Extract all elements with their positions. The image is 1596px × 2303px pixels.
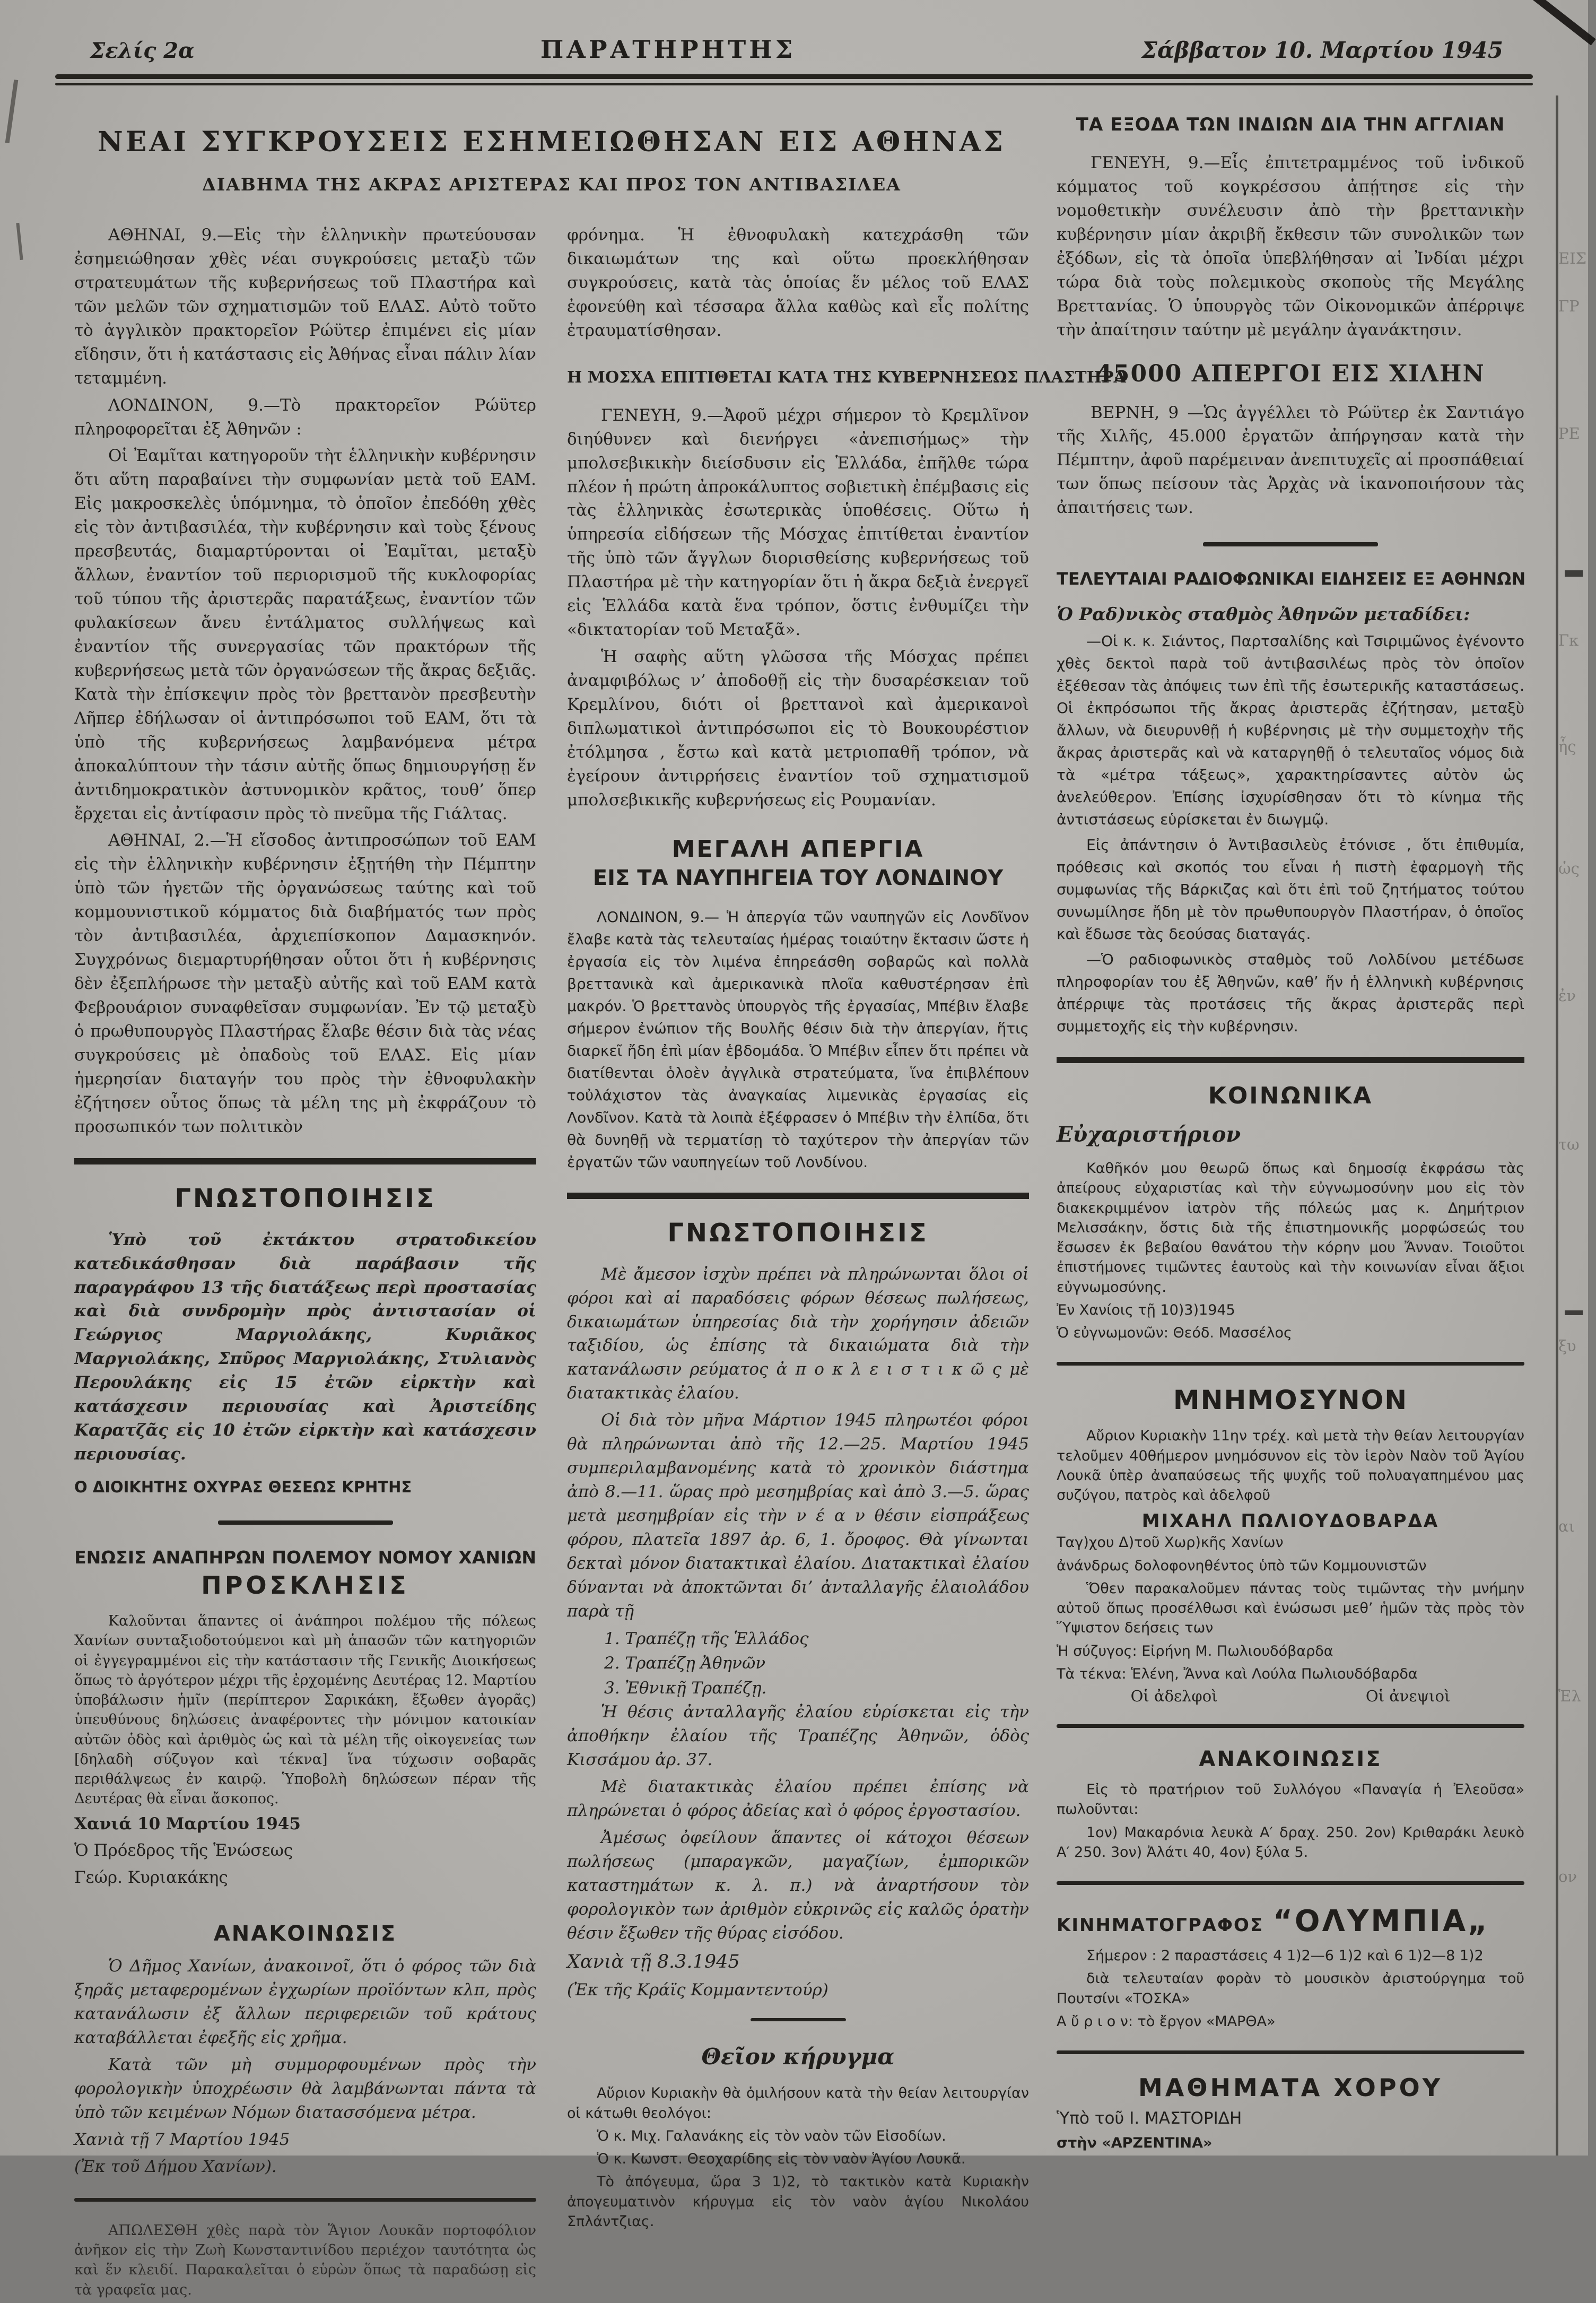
memorial-rank: Ταγ)χου Δ)τοῦ Χωρ)κῆς Χανίων — [1057, 1534, 1284, 1551]
memorial-brothers: Οἱ ἀδελφοὶ — [1130, 1687, 1218, 1706]
notice-center-source: (Ἐκ τῆς Κράϊς Κομμαντεντούρ) — [567, 1980, 828, 2000]
cinema-label: ΚΙΝΗΜΑΤΟΓΡΑΦΟΣ — [1057, 1915, 1264, 1936]
cinema-showtimes: Σήμερον : 2 παραστάσεις 4 1)2—6 1)2 καὶ 6 1)2—8 1)2 — [1086, 1948, 1484, 1965]
memorial-paragraph: Αὔριον Κυριακὴν 11ην τρέχ. καὶ μετὰ τὴν θείαν λειτουργίαν τελοῦμεν 40θήμερον μνημόσυνον εἰς τὸν ἱερὸν Ναὸν τοῦ Ἁγίου Λουκᾶ ὑπὲρ ἀναπαύσεως τῆς ψυχῆς τοῦ πολυαγαπημένου μας συζύγου, πατρὸς καὶ ἀδελφοῦ — [1057, 1428, 1524, 1504]
india-body: ΓΕΝΕΥΗ, 9.—Εἷς ἐπιτετραμμένος τοῦ ἰνδικοῦ κόμματος τοῦ κογκρέσσου ἀπῄτησε εἰς τὴν νομοθετικὴν συνέλευσιν ἀπὸ τὴν βρεττανικὴν κυβέρνησιν μίαν ἀκριβῆ ἔκθεσιν τῶν συνολικῶν των ἐξόδων, εἰς τὰ ὁποῖα ὑπεβλήθησαν αἱ Ἰνδίαι μέχρι τώρα διὰ τοὺς πολεμικοὺς σκοποὺς τῆς Μεγάλης Βρεττανίας. Ὁ ὑπουργὸς τῶν Οἰκονομικῶν ἀπέρριψε τὴν ἀπαίτησιν ταύτην μὲ μεγάλην ἀγανάκτησιν. — [1057, 153, 1524, 340]
section-divider — [1057, 2050, 1524, 2054]
store-notice-title: ΑΝΑΚΟΙΝΩΣΙΣ — [1199, 1747, 1382, 1772]
store-paragraph: Εἰς τὸ πρατήριον τοῦ Συλλόγου «Παναγία ἡ Ἐλεοῦσα» πωλοῦνται: — [1057, 1781, 1524, 1818]
cinema-program: διὰ τελευταίαν φορὰν τὸ μουσικὸν ἀριστούργημα τοῦ Πουτσίνι «ΤΟΣΚΑ» — [1057, 1970, 1524, 2007]
memorial-children: Τὰ τέκνα: Ἑλένη, Ἄννα καὶ Λούλα Πωλιουδόβαρδα — [1057, 1665, 1418, 1682]
margin-bleed-text: Ἑλ — [1558, 1687, 1581, 1705]
social-section-title: ΚΟΙΝΩΝΙΚΑ — [1208, 1082, 1373, 1110]
radio-news-intro: Ὁ Ραδ)νικὸς σταθμὸς Ἀθηνῶν μεταδίδει: — [1057, 604, 1470, 625]
memorial-nephews: Οἱ ἀνεψιοὶ — [1365, 1687, 1451, 1706]
margin-bleed-text: Γκ — [1558, 631, 1579, 649]
strike-headline-line1: ΜΕΓΑΛΗ ΑΠΕΡΓΙΑ — [671, 835, 925, 863]
article-paragraph: ΓΕΝΕΥΗ, 9.—Ἀφοῦ μέχρι σήμερον τὸ Κρεμλῖνον διηύθυνεν καὶ διενήργει «ἀνεπισήμως» τὴν μπολσεβικικὴν διείσδυσιν εἰς Ἑλλάδα, ἐπῆλθε τώρα πλέον ἡ πρώτη ἀπροκάλυπτος σοβιετικὴ ἐπέμβασις εἰς τὰς ἑλληνικὰς ἐσωτερικὰς ὑποθέσεις. Οὕτω ἡ ὑπηρεσία εἰδήσεων τῆς Μόσχας ἐπιτίθεται ἐναντίον τῆς ὑπὸ τῶν ἄγγλων διορισθείσης κυβερνήσεως τοῦ Πλαστήρα μὲ τὴν κατηγορίαν ὅτι ἡ ἄκρα δεξιὰ ἐνεργεῖ εἰς Ἑλλάδα κατὰ ἕνα τρόπον, ὅστις ἐνθυμίζει τὴν «δικτατορίαν τοῦ Μεταξᾶ». — [567, 405, 1029, 640]
notice-center-paragraph: Μὲ διατακτικὰς ἐλαίου πρέπει ἐπίσης νὰ πληρώνεται ὁ φόρος ἀδείας καὶ ὁ φόρος ἐργοστασίου. — [567, 1777, 1029, 1820]
margin-bleed-text: ΡΕ — [1558, 424, 1580, 442]
short-rule — [218, 1520, 393, 1525]
notice-center-paragraph: Οἱ διὰ τὸν μῆνα Μάρτιον 1945 πληρωτέοι φόροι θὰ πληρώνωνται ἀπὸ τῆς 12.—25. Μαρτίου 1945 συμπεριλαμβανομένης κατὰ τὸ χρονικὸν διάστημα ἀπὸ 8.—11. ὥρας πρὸ μεσημβρίας καὶ ἀπὸ 3.—5. ὥρας μετὰ μεσημβρίαν εἰς τὴν ν έ α ν θέσιν εἰσπράξεως φόρου, πλατεῖα 1897 ἀρ. 6, 1. ὄροφος. Θὰ γίνωνται δεκταὶ μόνον διατακτικαὶ ἐλαίου. Διατακτικαὶ ἐλαίου δύνανται νὰ ἀποκτῶνται δι’ ἀνταλλαγῆς ἐλαιολάδου παρὰ τῇ — [567, 1411, 1029, 1621]
article-paragraph: Οἱ Ἐαμῖται κατηγοροῦν τὴτ ἑλληνικὴν κυβέρνησιν ὅτι αὕτη παραβαίνει τὴν συμφωνίαν μετὰ τοῦ ΕΑΜ. Εἰς μακροσκελὲς ὑπόμνημα, τὸ ὁποῖον ἐπεδόθη χθὲς εἰς τὸν ἀντιβασιλέα, τὴν κυβέρνησιν καὶ τοὺς ξένους πρεσβευτάς, διαμαρτύρονται οἱ Ἐαμῖται, μεταξὺ ἄλλων, ἐναντίον τοῦ περιορισμοῦ τῆς κυκλοφορίας τοῦ τύπου τῆς ἀριστερᾶς παρατάξεως, ἐναντίον τῶν φυλακίσεων ἄνευ ἐντάλματος συλλήψεως καὶ ἐναντίον τῆς συνεργασίας τῶν πρακτόρων τῆς κυβερνήσεως μετὰ τῶν ὀργανώσεων τῆς ἄκρας δεξιᾶς. Κατὰ τὴν ἐπίσκεψιν πρὸς τὸν βρεττανὸν πρεσβευτὴν Λῆπερ ἐδήλωσαν οἱ ἀντιπρόσωποι τοῦ ΕΑΜ, ὅτι τὰ ὑπὸ τῆς κυβερνήσεως λαμβανόμενα μέτρα ἀποκαλύπτουν τὴν τάσιν αὐτῆς ὅπως δημιουργήσῃ ἕν ἀντιδημοκρατικὸν ἀστυνομικὸν κρᾶτος, τουθ’ ὅπερ ἔρχεται εἰς ἀντίφασιν πρὸς τὸ πνεῦμα τῆς Γιάλτας. — [74, 446, 536, 823]
municipal-paragraph: Κατὰ τῶν μὴ συμμορφουμένων πρὸς τὴν φορολογικὴν ὑποχρέωσιν θὰ λαμβάνωνται πάντα τὰ ὑπὸ τῶν κειμένων Νόμων διατασσόμενα μέτρα. — [74, 2055, 536, 2122]
article-paragraph: ΛΟΝΔΙΝΟΝ, 9.—Τὸ πρακτορεῖον Ρώϋτερ πληροφορεῖται ἐξ Ἀθηνῶν : — [74, 395, 536, 439]
lead-article-area — [74, 108, 1126, 2303]
thanks-title: Εὐχαριστήριον — [1057, 1122, 1241, 1148]
strike-headline-line2: ΕΙΣ ΤΑ ΝΑΥΠΗΓΕΙΑ ΤΟΥ ΛΟΝΔΙΝΟΥ — [592, 865, 1004, 890]
margin-bleed-text: ξυ — [1558, 1337, 1576, 1355]
memorial-relatives — [1057, 1687, 1524, 1705]
thanks-date: Ἐν Χανίοις τῇ 10)3)1945 — [1057, 1301, 1235, 1318]
margin-bleed-text: ἧς — [1558, 737, 1576, 755]
notice-center-paragraph: Μὲ ἄμεσον ἰσχὺν πρέπει νὰ πληρώνωνται ὅλοι οἱ φόροι καὶ αἱ παραδόσεις φόρων θέσεως πωλήσεως, δικαιωμάτων ὑπηρεσίας διὰ τὴν χορήγησιν ἀδειῶν ταξιδίου, ὡς ἐπίσης τὰ δικαιώματα διὰ τὴν κατανάλωσιν ρεύματος ἀ π ο κ λ ε ι σ τ ι κ ῶ ς μὲ διατακτικὰς ἐλαίου. — [567, 1264, 1029, 1403]
veterans-org-title: ΕΝΩΣΙΣ ΑΝΑΠΗΡΩΝ ΠΟΛΕΜΟΥ ΝΟΜΟΥ ΧΑΝΙΩΝ — [74, 1547, 536, 1568]
india-headline: ΤΑ ΕΞΟΔΑ ΤΩΝ ΙΝΔΙΩΝ ΔΙΑ ΤΗΝ ΑΓΓΛΙΑΝ — [1076, 114, 1505, 135]
issue-date: Σάββατον 10. Μαρτίου 1945 — [1141, 37, 1503, 63]
page-columns — [0, 85, 1588, 2303]
lead-headline: ΝΕΑΙ ΣΥΓΚΡΟΥΣΕΙΣ ΕΣΗΜΕΙΩΘΗΣΑΝ ΕΙΣ ΑΘΗΝΑΣ — [98, 126, 1006, 158]
veterans-date: Χανιά 10 Μαρτίου 1945 — [74, 1814, 301, 1833]
radio-bulletin: —Ὁ ραδιοφωνικὸς σταθμὸς τοῦ Λολδίνου μετέδωσε πληροφορίαν του ἐξ Ἀθηνῶν, καθ’ ἥν ἡ ἑλληνικὴ κυβέρνησις ἀπέρριψε τὰς προτάσεις τῆς ἄκρας ἀριστερᾶς περὶ συμμετοχῆς εἰς τὴν κυβέρνησιν. — [1057, 951, 1524, 1036]
sermon-paragraph: Ὁ κ. Μιχ. Γαλανάκης εἰς τὸν ναὸν τῶν Εἰσοδίων. — [597, 2127, 946, 2144]
radio-bulletin: —Οἱ κ. κ. Σιάντος, Παρτσαλίδης καὶ Τσιριμῶνος ἐγένοντο χθὲς δεκτοὶ παρὰ τοῦ ἀντιβασιλέως πρὸς τὸν ὁποῖον ἐξέθεσαν τὰς ἀπόψεις των ἐπὶ τῆς ἐσωτερικῆς καταστάσεως. Οἱ ἐκπρόσωποι τῆς ἄκρας ἀριστερᾶς ἐζήτησαν, μεταξὺ ἄλλων, νὰ διευρυνθῇ ἡ κυβέρνησις μὲ τὴν συμμετοχὴν τῆς ἄκρας ἀριστερᾶς καὶ νὰ καταργηθῇ ὁ τελευταῖος νόμος διὰ τὰ «μέτρα τάξεως», χαρακτηρίσαντες αὐτὸν ὡς ἀνελεύθερον. Ἐπίσης ἰσχυρίσθησαν ὅτι τὸ κίνημα τῆς ἀντιστάσεως εὑρίσκεται ἐν διωγμῷ. — [1057, 632, 1524, 829]
notice-center-paragraph: Ἡ θέσις ἀνταλλαγῆς ἐλαίου εὑρίσκεται εἰς τὴν ἀποθήκην ἐλαίου τῆς Τραπέζης Ἀθηνῶν, ὁδὸς Κισσάμου ἀρ. 37. — [567, 1702, 1029, 1770]
lead-two-columns — [74, 223, 1126, 2303]
chile-body: ΒΕΡΝΗ, 9 —Ὡς ἀγγέλλει τὸ Ρώϋτερ ἐκ Σαντιάγο τῆς Χιλῆς, 45.000 ἐργατῶν ἀπήργησαν κατὰ τὴν Πέμπτην, ἀφοῦ παρέμειναν ἀνεπιτυχεῖς αἱ προσπάθειαί των ὅπως πείσουν τὰς Ἀρχὰς νὰ ἱκανοποιήσουν τὰς ἀπαιτήσεις των. — [1057, 403, 1524, 518]
sermon-paragraph: Ὁ κ. Κωνστ. Θεοχαρίδης εἰς τὸν ναὸν Ἁγίου Λουκᾶ. — [597, 2151, 966, 2167]
cinema-tomorrow: Α ὔ ρ ι ο ν: τὸ ἔργον «ΜΑΡΘΑ» — [1057, 2013, 1276, 2030]
margin-bleed-text: αι — [1558, 1517, 1575, 1535]
notice-left-signature: Ο ΔΙΟΙΚΗΤΗΣ ΟΧΥΡΑΣ ΘΕΣΕΩΣ ΚΡΗΤΗΣ — [74, 1478, 412, 1496]
dance-lessons-title: ΜΑΘΗΜΑΤΑ ΧΟΡΟΥ — [1138, 2073, 1443, 2102]
veterans-signature-role: Ὁ Πρόεδρος τῆς Ἑνώσεως — [74, 1841, 293, 1861]
cinema-name: “ΟΛΥΜΠΙΑ„ — [1273, 1904, 1489, 1939]
section-divider — [567, 1193, 1029, 1199]
column-2 — [567, 223, 1126, 2303]
margin-bleed-text: ὡς — [1558, 859, 1580, 877]
dance-lessons-teacher: Ὑπὸ τοῦ Ι. ΜΑΣΤΟΡΙΔΗ — [1057, 2109, 1242, 2128]
notice-left-title: ΓΝΩΣΤΟΠΟΙΗΣΙΣ — [175, 1183, 436, 1213]
municipal-date: Χανιὰ τῇ 7 Μαρτίου 1945 — [74, 2130, 290, 2149]
lost-and-found-notice: ΑΠΩΛΕΣΘΗ χθὲς παρὰ τὸν Ἅγιον Λουκᾶν πορτοφόλιον ἀνῆκον εἰς τὴν Ζωὴ Κωνσταντινίδου περιέχον ταυτότητα ὡς καὶ ἕν κλειδί. Παρακαλεῖται ὁ εὑρὼν ὅπως τὰ παραδώσῃ εἰς τὰ γραφεῖα μας. — [74, 2222, 536, 2298]
article-continuation: φρόνημα. Ἡ ἐθνοφυλακὴ κατεχράσθη τῶν δικαιωμάτων της καὶ οὕτω προεκλήθησαν συγκρούσεις, κατὰ τὰς ὁποίας ἕν μέλος τοῦ ΕΛΑΣ ἐφονεύθη καὶ τέσσαρα ἄλλα καθὼς καὶ εἷς πολίτης ἐτραυματίσθησαν. — [567, 225, 1029, 340]
sermon-title: Θεῖον κήρυγμα — [701, 2044, 895, 2070]
bank-list-item: 3. Ἐθνικῇ Τραπέζῃ. — [604, 1678, 767, 1698]
margin-bleed-text: ΓΡ — [1558, 297, 1580, 315]
veterans-invitation-title: ΠΡΟΣΚΛΗΣΙΣ — [201, 1571, 409, 1600]
notice-center-title: ΓΝΩΣΤΟΠΟΙΗΣΙΣ — [667, 1218, 929, 1248]
article-paragraph: ΑΘΗΝΑΙ, 2.—Ἡ εἴσοδος ἀντιπροσώπων τοῦ ΕΑΜ εἰς τὴν ἑλληνικὴν κυβέρνησιν ἐξῃτήθη τὴν Πέμπτην ὑπὸ τῶν ἡγετῶν τῆς ὀργανώσεως ταύτης καὶ τοῦ κομμουνιστικοῦ κόμματος διὰ διαβήματός των πρὸς τὸν ἀντιβασιλέα, ἀρχιεπίσκοπον Δαμασκηνόν. Συγχρόνως διεμαρτυρήθησαν οὗτοι ὅτι ἡ κυβέρνησις δὲν ἐξεπλήρωσε τὴν μεταξὺ αὐτῆς καὶ τοῦ ΕΑΜ κατὰ Φεβρουάριον συναφθεῖσαν συμφωνίαν. Ἐν τῷ μεταξὺ ὁ πρωθυπουργὸς Πλαστήρας ἔλαβε θέσιν διὰ τὰς νέας συγκρούσεις μὲ ὀπαδοὺς τοῦ ΕΛΑΣ. Εἰς μίαν ἡμερησίαν διαταγήν του πρὸς τὴν ἐθνοφυλακὴν ἐζήτησεν οὗτος ὅπως τὰ μέλη της μὴ ἐκφράζουν τὸ προσωπικόν των πολιτικὸν — [74, 831, 536, 1136]
memorial-note: ἀνάνδρως δολοφονηθέντος ὑπὸ τῶν Κομμουνιστῶν — [1057, 1557, 1427, 1574]
margin-bleed-text: ον — [1558, 1867, 1577, 1885]
masthead-title: ΠΑΡΑΤΗΡΗΤΗΣ — [540, 35, 796, 64]
sermon-paragraph: Αὔριον Κυριακὴν θὰ ὁμιλήσουν κατὰ τὴν θείαν λειτουργίαν οἱ κάτωθι θεολόγοι: — [567, 2085, 1029, 2122]
memorial-paragraph: Ὅθεν παρακαλοῦμεν πάντας τοὺς τιμῶντας τὴν μνήμην αὐτοῦ ὅπως προσέλθωσι καὶ ἑνώσωσι μεθ’ ἡμῶν τὰς πρὸς τὸν Ὕψιστον δεήσεις των — [1057, 1580, 1524, 1637]
section-divider — [1057, 1724, 1524, 1728]
column-1 — [74, 223, 536, 2303]
article-paragraph: ΑΘΗΝΑΙ, 9.—Εἰς τὴν ἑλληνικὴν πρωτεύουσαν ἐσημειώθησαν χθὲς νέαι συγκρούσεις μεταξὺ τῶν στρατευμάτων τῆς κυβερνήσεως τοῦ Πλαστήρα καὶ τῶν μελῶν τῶν σχηματισμῶν τοῦ ΕΛΑΣ. Αὐτὸ τοῦτο τὸ ἀγγλικὸν πρακτορεῖον Ρώϋτερ ἐπιμένει εἰς μίαν εἴδησιν, ὅτι ἡ κατάστασις εἰς Ἀθήνας εἶναι πάλιν λίαν τεταμμένη. — [74, 225, 536, 388]
section-divider — [1057, 1881, 1524, 1885]
bank-list-item: 1. Τραπέζῃ τῆς Ἑλλάδος — [604, 1629, 809, 1648]
page-edge-line — [1556, 95, 1558, 2156]
memorial-wife: Ἡ σύζυγος: Εἰρήνη Μ. Πωλιουδόβαρδα — [1057, 1642, 1333, 1659]
column-3 — [1057, 108, 1524, 2303]
page-number-label: Σελίς 2α — [90, 38, 195, 63]
lead-subhead: ΔΙΑΒΗΜΑ ΤΗΣ ΑΚΡΑΣ ΑΡΙΣΤΕΡΑΣ ΚΑΙ ΠΡΟΣ ΤΟΝ ΑΝΤΙΒΑΣΙΛΕΑ — [202, 174, 901, 195]
notice-left-body: Ὑπὸ τοῦ ἐκτάκτου στρατοδικείου κατεδικάσθησαν διὰ παράβασιν τῆς παραγράφου 13 τῆς διατάξεως περὶ προστασίας καὶ διὰ συνδρομὴν πρὸς ἀντιστασίαν οἱ Γεώργιος Μαργιολάκης, Κυριᾶκος Μαργιολάκης, Σπῦρος Μαργιολάκης, Στυλιανὸς Περουλάκης εἰς 15 ἐτῶν εἰρκτὴν καὶ κατάσχεσιν περιουσίας καὶ Ἀριστείδης Καρατζᾶς εἰς 10 ἐτῶν εἰρκτὴν καὶ κατάσχεσιν περιουσίας. — [74, 1230, 536, 1464]
notice-center-paragraph: Ἀμέσως ὀφείλουν ἅπαντες οἱ κάτοχοι θέσεων πωλήσεως (μπαραγκῶν, μαγαζίων, ἐμπορικῶν καταστημάτων κ. λ. π.) νὰ ἀναρτήσουν τὸν φορολογικὸν των ἀριθμὸν εὐκρινῶς εἰς καλῶς ὁρατὴν θέσιν ἔξωθεν τῆς θύρας εἰσόδου. — [567, 1828, 1029, 1943]
section-divider — [74, 1158, 536, 1164]
memorial-title: ΜΝΗΜΟΣΥΝΟΝ — [1173, 1385, 1408, 1416]
short-rule — [751, 2018, 846, 2021]
municipal-notice-title: ΑΝΑΚΟΙΝΩΣΙΣ — [213, 1922, 397, 1946]
notice-center-date: Χανιὰ τῇ 8.3.1945 — [567, 1951, 740, 1972]
dance-lessons-venue: στὴν «ΑΡΖΕΝΤΙΝΑ» — [1057, 2134, 1213, 2151]
section-divider — [1057, 1362, 1524, 1366]
margin-bleed-text: τω — [1558, 1135, 1580, 1153]
chile-headline: 45000 ΑΠΕΡΓΟΙ ΕΙΣ ΧΙΛΗΝ — [1096, 360, 1485, 387]
moscow-article-headline: Η ΜΟΣΧΑ ΕΠΙΤΙΘΕΤΑΙ ΚΑΤΑ ΤΗΣ ΚΥΒΕΡΝΗΣΕΩΣ ΠΛΑΣΤΗΡΑ — [567, 368, 1126, 387]
store-price-list: 1ον) Μακαρόνια λευκὰ Α′ δραχ. 250. 2ον) Κριθαράκι λευκὸ Α′ 250. 3ον) Ἀλάτι 40, 4ον) ξύλα 5. — [1057, 1824, 1524, 1861]
veterans-signature-name: Γεώρ. Κυριακάκης — [74, 1868, 228, 1888]
radio-bulletin: Εἰς ἀπάντησιν ὁ Ἀντιβασιλεὺς ἐτόνισε , ὅτι ἐπιθυμία, πρόθεσις καὶ σκοπός του εἶναι ἡ πιστὴ ἐφαρμογὴ τῆς συμφωνίας τῆς Βάρκιζας καὶ ὅτι ἐπὶ τοῦ ζητήματος τούτου συνωμίλησε ἤδη μὲ τὸν πρωθυπουργὸν Πλαστήραν, ὁ ὁποῖος καὶ ἔδωσε τὰς δεούσας διαταγάς. — [1057, 836, 1524, 943]
rule-line — [55, 74, 1533, 79]
edge-scan-mark — [1565, 1310, 1583, 1315]
short-rule — [1203, 542, 1378, 546]
municipal-paragraph: Ὁ Δῆμος Χανίων, ἀνακοινοῖ, ὅτι ὁ φόρος τῶν διὰ ξηρᾶς μεταφερομένων ἐγχωρίων προϊόντων κλπ, πρὸς κατανάλωσιν ἐξ ἄλλων περιφερειῶν τοῦ κράτους καταβάλλεται ἐφεξῆς εἰς χρῆμα. — [74, 1957, 536, 2048]
memorial-name: ΜΙΧΑΗΛ ΠΩΛΙΟΥΔΟΒΑΡΔΑ — [1141, 1510, 1440, 1532]
page-header — [0, 0, 1588, 74]
margin-bleed-text: ΕΙΣ — [1558, 249, 1587, 267]
veterans-body: Καλοῦνται ἅπαντες οἱ ἀνάπηροι πολέμου τῆς πόλεως Χανίων συνταξιοδοτούμενοι καὶ μὴ ἁπασῶν τῶν κατηγοριῶν οἱ ἐγγεγραμμένοι εἰς τὴν κατάστασιν τῆς Γενικῆς Διοικήσεως ὅπως τὸ ἀργότερον μέχρι τῆς ἐρχομένης Δευτέρας 12. Μαρτίου ὑποβάλωσιν ἡμῖν (περίπτερον Σαρικάκη, ἔξωθεν ἀγορᾶς) ὑπευθύνους δηλώσεις ἀναφέροντες τὴν μόνιμον κατοικίαν αὐτῶν ὁδὸς καὶ ἀριθμὸς ὡς καὶ τὰ μέλη τῆς οἰκογενείας των [δηλαδὴ σύζυγον καὶ τέκνα] ἵνα τύχωσιν σοβαρᾶς περιθάλψεως ἐν καιρῷ. Ὑποβολὴ δηλώσεων πέραν τῆς Δευτέρας θὰ εἶναι ἄσκοπος. — [74, 1613, 536, 1807]
article-paragraph: Ἡ σαφὴς αὕτη γλῶσσα τῆς Μόσχας πρέπει ἀναμφιβόλως ν’ ἀποδοθῇ εἰς τὴν δυσαρέσκειαν τοῦ Κρεμλίνου, διότι οἱ βρεττανοὶ καὶ ἀμερικανοὶ διπλωματικοὶ ἀντιπρόσωποι εἰς τὸ Βουκουρέστιον ἐτόλμησα , ἔστω καὶ κατὰ μετριοπαθῆ τρόπον, νὰ ἐγείρουν ἀντιρρήσεις ἐναντίον τοῦ σχηματισμοῦ μπολσεβικικῆς κυβερνήσεως εἰς Ρουμανίαν. — [567, 647, 1029, 810]
thanks-signature: Ὁ εὐγνωμονῶν: Θεόδ. Μασσέλος — [1057, 1325, 1292, 1342]
bank-list-item: 2. Τραπέζῃ Ἀθηνῶν — [604, 1654, 766, 1673]
section-divider — [74, 2198, 536, 2202]
radio-news-headline: ΤΕΛΕΥΤΑΙΑΙ ΡΑΔΙΟΦΩΝΙΚΑΙ ΕΙΔΗΣΕΙΣ ΕΞ ΑΘΗΝΩΝ — [1057, 569, 1526, 589]
strike-article-body: ΛΟΝΔΙΝΟΝ, 9.— Ἡ ἀπεργία τῶν ναυπηγῶν εἰς Λονδῖνον ἔλαβε κατὰ τὰς τελευταίας ἡμέρας τοιαύτην ἔκτασιν ὥστε ἡ ἐργασία εἰς τὸν λιμένα ἐπηρεάσθη σοβαρῶς καὶ πολλὰ βρεττανικὰ καὶ ἀμερικανικὰ πλοῖα καθυστέρησαν ἐπὶ μακρόν. Ὁ βρεττανὸς ὑπουργὸς τῆς ἐργασίας, Μπέβιν ἔλαβε σήμερον ἐνώπιον τῆς Βουλῆς θέσιν διὰ τὴν ἀπεργίαν, ἥτις διαρκεῖ ἤδη ἐπὶ μίαν ἑβδομάδα. Ὁ Μπέβιν εἶπεν ὅτι πρέπει νὰ διατίθενται ὁλοὲν ἀγγλικὰ στρατεύματα, ἵνα ἐπιβλέπουν τοὐλάχιστον τὰς ἀναγκαίας λιμενικὰς ἐργασίας εἰς Λονδῖνον. Κατὰ τὰ λοιπὰ ἐξέφρασεν ὁ Μπέβιν τὴν ἐλπίδα, ὅτι θὰ δυνηθῇ νὰ τερματίσῃ τὸ ταχύτερον τὴν ἀπεργίαν τῶν ἐργατῶν τῶν ναυπηγείων τοῦ Λονδίνου. — [567, 908, 1029, 1171]
margin-bleed-text: ἐν — [1558, 987, 1576, 1005]
edge-scan-mark — [1565, 570, 1583, 577]
thanks-body: Καθῆκόν μου θεωρῶ ὅπως καὶ δημοσίᾳ ἐκφράσω τὰς ἀπείρους εὐχαριστίας καὶ τὴν εὐγνωμοσύνην μου εἰς τὸν διακεκριμμένον ἰατρὸν τῆς πόλεώς μας κ. Δημήτριον Μελισσάκην, ὅστις διὰ τῆς ἐπιστημονικῆς μορφώσεώς του ἔσωσεν ἐκ βεβαίου θανάτου τὴν κόρην μου Ἄνναν. Τοιοῦτοι ἐπιστήμονες τιμῶντες ἑαυτοὺς καὶ τὴν κοινωνίαν εἶναι ἄξιοι εὐγνωμοσύνης. — [1057, 1160, 1524, 1296]
sermon-paragraph: Τὸ ἀπόγευμα, ὥρα 3 1)2, τὸ τακτικὸν κατὰ Κυριακὴν ἀπογευματινὸν κήρυγμα εἰς τὸν ναὸν ἁγίου Νικολάου Σπλάντζιας. — [567, 2174, 1029, 2230]
section-divider — [1057, 1057, 1524, 1063]
masthead-rule — [55, 74, 1533, 85]
cinema-header — [1057, 1904, 1524, 1939]
municipal-source: (Ἐκ τοῦ Δήμου Χανίων). — [74, 2157, 277, 2176]
